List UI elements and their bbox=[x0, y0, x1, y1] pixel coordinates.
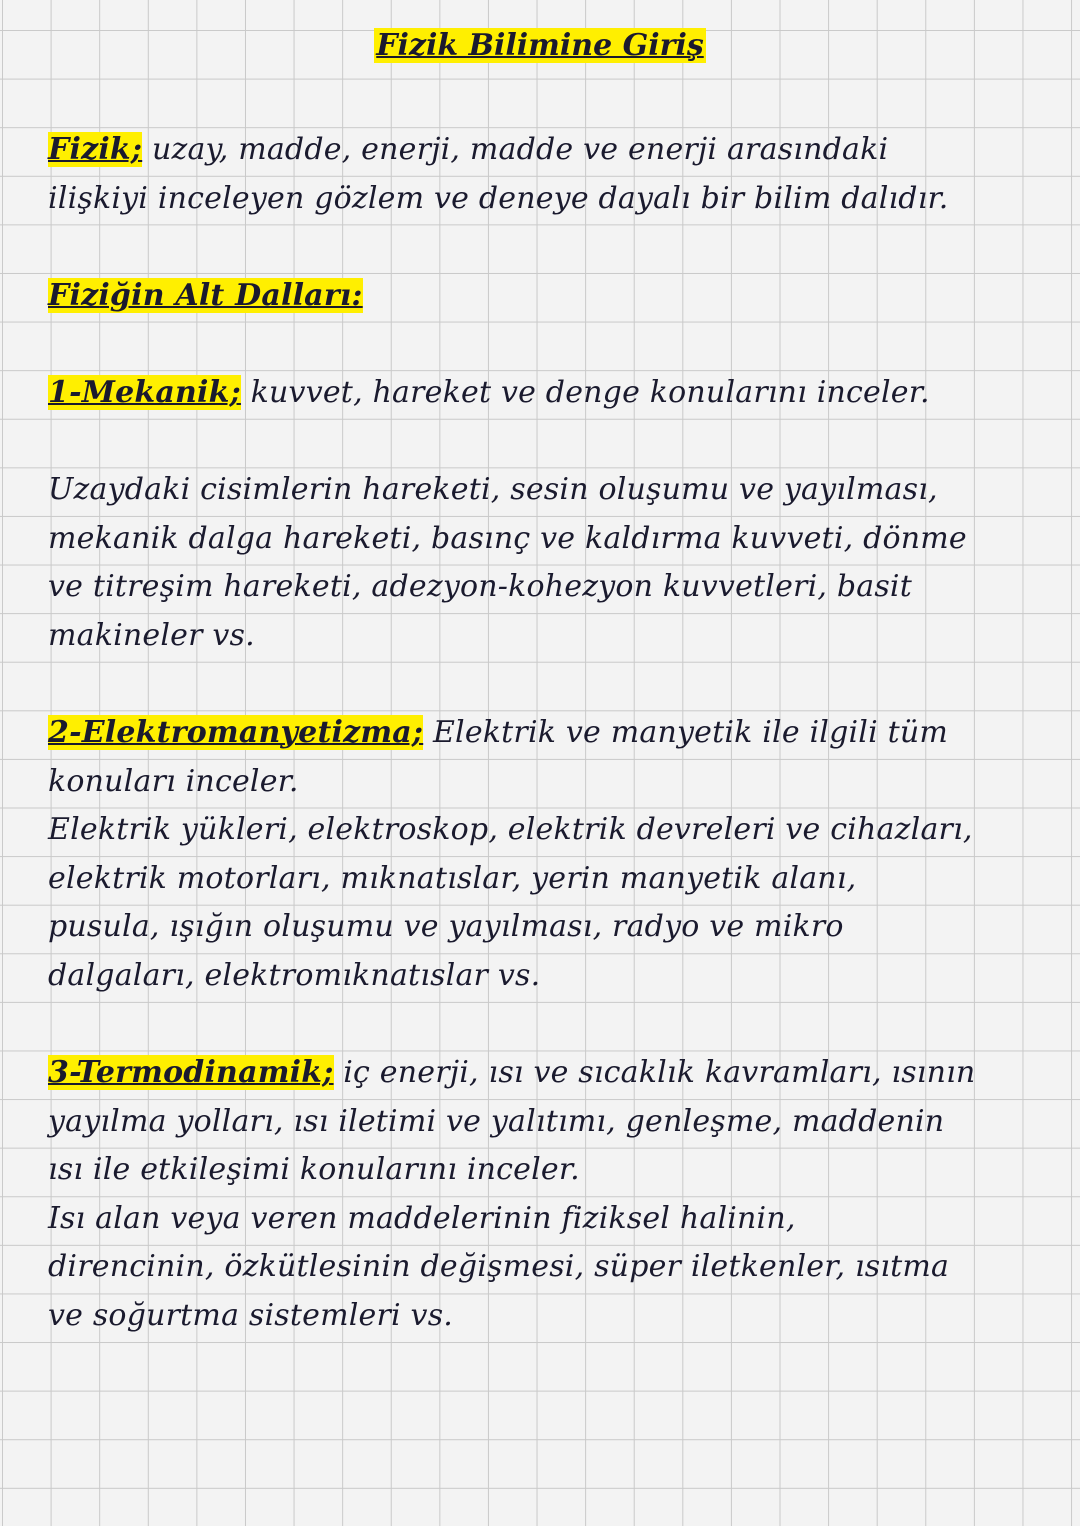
subheading-block bbox=[48, 272, 1038, 321]
thermodynamics-detail-line: direncinin, özkütlesinin değişmesi, süper iletkenler, ısıtma bbox=[48, 1249, 950, 1285]
electromagnetism-detail-line: dalgaları, elektromıknatıslar vs. bbox=[48, 957, 541, 993]
electromagnetism-line-2: konuları inceler. bbox=[48, 763, 299, 799]
mechanics-detail-line: makineler vs. bbox=[48, 617, 255, 653]
intro-line-1 bbox=[48, 126, 1038, 175]
mechanics-details bbox=[48, 466, 1038, 660]
electromagnetism-section bbox=[48, 709, 1038, 1001]
mechanics-line-1 bbox=[48, 369, 1038, 418]
intro-line-2: ilişkiyi inceleyen gözlem ve deneye dayalı bir bilim dalıdır. bbox=[48, 180, 949, 216]
thermodynamics-detail-line: Isı alan veya veren maddelerinin fiziksel halinin, bbox=[48, 1200, 796, 1236]
mechanics-text: kuvvet, hareket ve denge konularını inceler. bbox=[240, 375, 930, 410]
mechanics-detail-line: ve titreşim hareketi, adezyon-kohezyon kuvvetleri, basit bbox=[48, 569, 912, 605]
thermodynamics-line-3: ısı ile etkileşimi konularını inceler. bbox=[48, 1152, 580, 1188]
page-title-text: Fizik Bilimine Giriş bbox=[376, 28, 704, 63]
intro-term: Fizik; bbox=[48, 132, 143, 167]
electromagnetism-detail-line: elektrik motorları, mıknatıslar, yerin manyetik alanı, bbox=[48, 860, 857, 896]
mechanics-detail-line: mekanik dalga hareketi, basınç ve kaldırma kuvveti, dönme bbox=[48, 520, 967, 556]
subheading: Fiziğin Alt Dalları: bbox=[48, 278, 363, 313]
page-title bbox=[0, 28, 1080, 63]
thermodynamics-section bbox=[48, 1049, 1038, 1341]
thermodynamics-term: 3-Termodinamik; bbox=[48, 1055, 334, 1090]
electromagnetism-detail-line: pusula, ışığın oluşumu ve yayılması, radyo ve mikro bbox=[48, 909, 844, 945]
electromagnetism-detail-line: Elektrik yükleri, elektroskop, elektrik devreleri ve cihazları, bbox=[48, 812, 973, 848]
electromagnetism-text: Elektrik ve manyetik ile ilgili tüm bbox=[423, 715, 949, 750]
intro-paragraph bbox=[48, 126, 1038, 223]
thermodynamics-text: iç enerji, ısı ve sıcaklık kavramları, ısının bbox=[333, 1055, 976, 1090]
thermodynamics-detail-line: ve soğurtma sistemleri vs. bbox=[48, 1297, 454, 1333]
mechanics-detail-line: Uzaydaki cisimlerin hareketi, sesin oluşumu ve yayılması, bbox=[48, 472, 938, 507]
mechanics-section bbox=[48, 369, 1038, 418]
intro-text: uzay, madde, enerji, madde ve enerji arasındaki bbox=[142, 132, 889, 167]
electromagnetism-term: 2-Elektromanyetizma; bbox=[48, 715, 424, 750]
electromagnetism-line-1 bbox=[48, 709, 1038, 758]
thermodynamics-line-2: yayılma yolları, ısı iletimi ve yalıtımı, genleşme, maddenin bbox=[48, 1103, 945, 1139]
mechanics-term: 1-Mekanik; bbox=[48, 375, 241, 410]
thermodynamics-line-1 bbox=[48, 1049, 1038, 1098]
